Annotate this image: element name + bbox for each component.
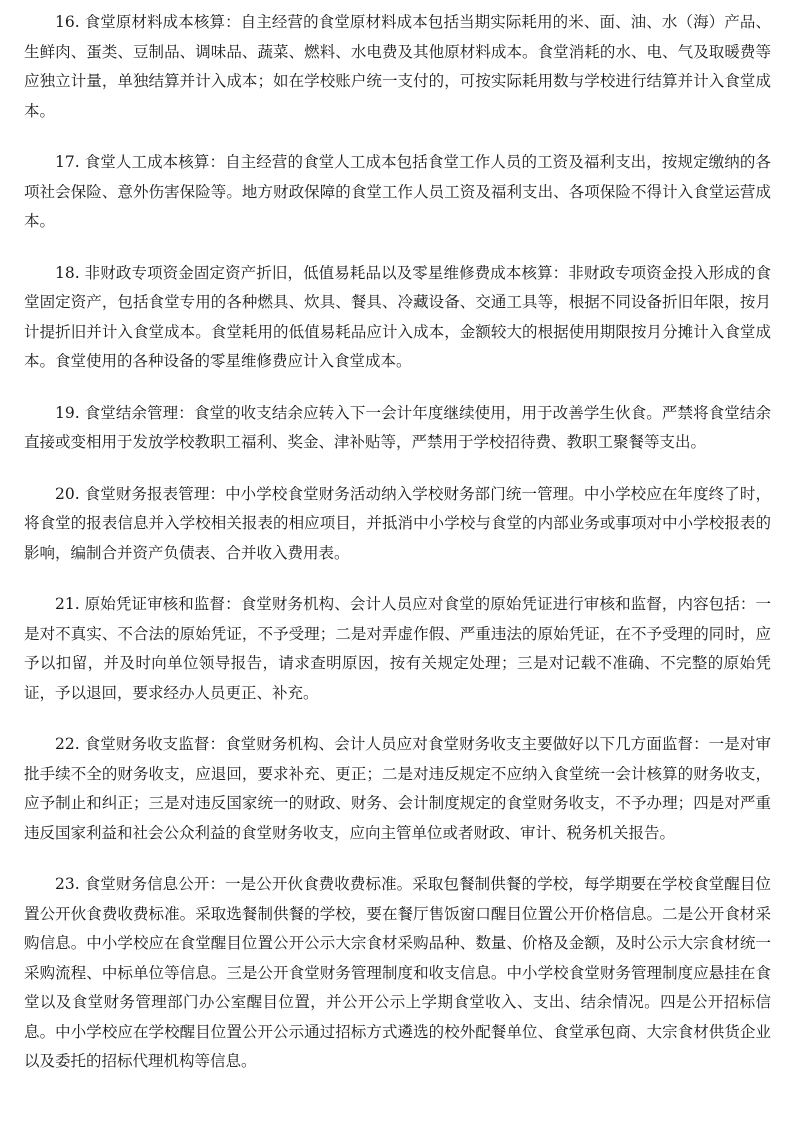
paragraph-19-surplus-management: 19. 食堂结余管理：食堂的收支结余应转入下一会计年度继续使用，用于改善学生伙食。严禁将食堂结余直接或变相用于发放学校教职工福利、奖金、津补贴等，严禁用于学校招待费、教职工聚餐等支出。 <box>24 403 771 451</box>
paragraph-17-labor-cost: 17. 食堂人工成本核算：自主经营的食堂人工成本包括食堂工作人员的工资及福利支出，按规定缴纳的各项社会保险、意外伤害保险等。地方财政保障的食堂工作人员工资及福利支出、各项保险不得计入食堂运营成本。 <box>24 153 771 230</box>
paragraph-16-raw-material-cost: 16. 食堂原材料成本核算：自主经营的食堂原材料成本包括当期实际耗用的米、面、油、水（海）产品、生鲜肉、蛋类、豆制品、调味品、蔬菜、燃料、水电费及其他原材料成本。食堂消耗的水、电、气及取暖费等应独立计量，单独结算并计入成本；如在学校账户统一支付的，可按实际耗用数与学校进行结算并计入食堂成本。 <box>24 13 771 120</box>
paragraph-22-revenue-expense-supervision: 22. 食堂财务收支监督：食堂财务机构、会计人员应对食堂财务收支主要做好以下几方面监督：一是对审批手续不全的财务收支，应退回，要求补充、更正；二是对违反规定不应纳入食堂统一会计核算的财务收支，应予制止和纠正；三是对违反国家统一的财政、财务、会计制度规定的食堂财务收支，不予办理；四是对严重违反国家利益和社会公众利益的食堂财务收支，应向主管单位或者财政、审计、税务机关报告。 <box>24 735 771 842</box>
paragraph-21-voucher-review: 21. 原始凭证审核和监督：食堂财务机构、会计人员应对食堂的原始凭证进行审核和监督，内容包括：一是对不真实、不合法的原始凭证，不予受理；二是对弄虚作假、严重违法的原始凭证，在不予受理的同时，应予以扣留，并及时向单位领导报告，请求查明原因，按有关规定处理；三是对记载不准确、不完整的原始凭证，予以退回，要求经办人员更正、补充。 <box>24 595 771 702</box>
paragraph-20-financial-reports: 20. 食堂财务报表管理：中小学校食堂财务活动纳入学校财务部门统一管理。中小学校应在年度终了时，将食堂的报表信息并入学校相关报表的相应项目，并抵消中小学校与食堂的内部业务或事项对中小学校报表的影响，编制合并资产负债表、合并收入费用表。 <box>24 484 771 562</box>
paragraph-23-information-disclosure: 23. 食堂财务信息公开：一是公开伙食费收费标准。采取包餐制供餐的学校，每学期要在学校食堂醒目位置公开伙食费收费标准。采取选餐制供餐的学校，要在餐厅售饭窗口醒目位置公开价格信息。二是公开食材采购信息。中小学校应在食堂醒目位置公开公示大宗食材采购品种、数量、价格及金额，及时公示大宗食材统一采购流程、中标单位等信息。三是公开食堂财务管理制度和收支信息。中小学校食堂财务管理制度应悬挂在食堂以及食堂财务管理部门办公室醒目位置，并公开公示上学期食堂收入、支出、结余情况。四是公开招标信息。中小学校应在学校醒目位置公开公示通过招标方式遴选的校外配餐单位、食堂承包商、大宗食材供货企业以及委托的招标代理机构等信息。 <box>24 875 771 1070</box>
paragraph-18-depreciation-cost: 18. 非财政专项资金固定资产折旧，低值易耗品以及零星维修费成本核算：非财政专项资金投入形成的食堂固定资产，包括食堂专用的各种燃具、炊具、餐具、冷藏设备、交通工具等，根据不同设备折旧年限，按月计提折旧并计入食堂成本。食堂耗用的低值易耗品应计入成本，金额较大的根据使用期限按月分摊计入食堂成本。食堂使用的各种设备的零星维修费应计入食堂成本。 <box>24 263 771 370</box>
